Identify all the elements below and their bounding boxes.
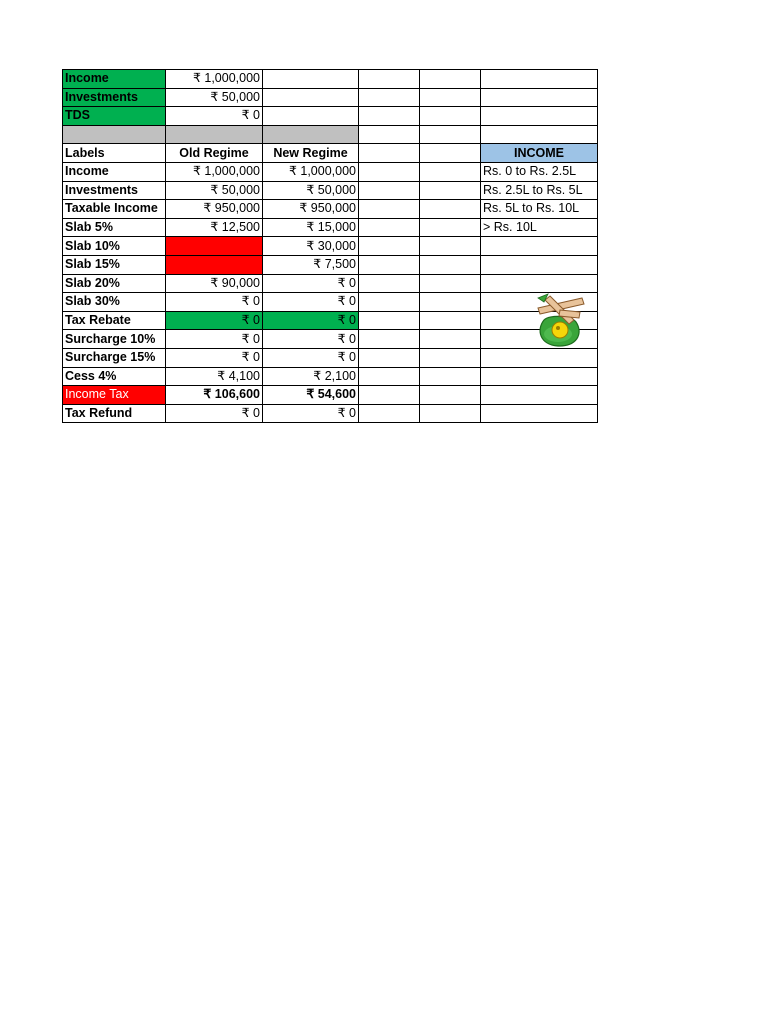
header-row (63, 144, 598, 163)
money-bag-clipart-icon (530, 290, 590, 350)
income-tax-label[interactable]: Income Tax (63, 386, 166, 405)
table-row: Slab 10% ₹ 30,000 (63, 237, 598, 256)
table-row: Surcharge 10% ₹ 0 ₹ 0 (63, 330, 598, 349)
input-label[interactable]: TDS (63, 107, 166, 126)
header-labels[interactable]: Labels (63, 144, 166, 163)
table-row: Slab 5% ₹ 12,500 ₹ 15,000 > Rs. 10L (63, 218, 598, 237)
tax-spreadsheet (62, 69, 598, 423)
input-row (63, 70, 598, 89)
table-row: Slab 30% ₹ 0 ₹ 0 (63, 293, 598, 312)
table-row: Tax Refund ₹ 0 ₹ 0 (63, 404, 598, 423)
input-value[interactable]: ₹ 50,000 (166, 88, 263, 107)
input-row (63, 88, 598, 107)
header-income[interactable]: INCOME (481, 144, 598, 163)
table-row: Taxable Income ₹ 950,000 ₹ 950,000 Rs. 5L to Rs. 10L (63, 200, 598, 219)
table-row: Income ₹ 1,000,000 ₹ 1,000,000 Rs. 0 to Rs. 2.5L (63, 162, 598, 181)
input-value[interactable]: ₹ 1,000,000 (166, 70, 263, 89)
table-row: Slab 20% ₹ 90,000 ₹ 0 (63, 274, 598, 293)
income-tax-row: Income Tax ₹ 106,600 ₹ 54,600 (63, 386, 598, 405)
header-old-regime[interactable]: Old Regime (166, 144, 263, 163)
header-new-regime[interactable]: New Regime (263, 144, 359, 163)
table-row: Slab 15% ₹ 7,500 (63, 255, 598, 274)
spacer-row (63, 125, 598, 144)
table-row: Surcharge 15% ₹ 0 ₹ 0 (63, 348, 598, 367)
table-row: Tax Rebate ₹ 0 ₹ 0 (63, 311, 598, 330)
table-row: Cess 4% ₹ 4,100 ₹ 2,100 (63, 367, 598, 386)
input-label[interactable]: Income (63, 70, 166, 89)
input-row (63, 107, 598, 126)
table-row: Investments ₹ 50,000 ₹ 50,000 Rs. 2.5L to Rs. 5L (63, 181, 598, 200)
input-label[interactable]: Investments (63, 88, 166, 107)
input-value[interactable]: ₹ 0 (166, 107, 263, 126)
